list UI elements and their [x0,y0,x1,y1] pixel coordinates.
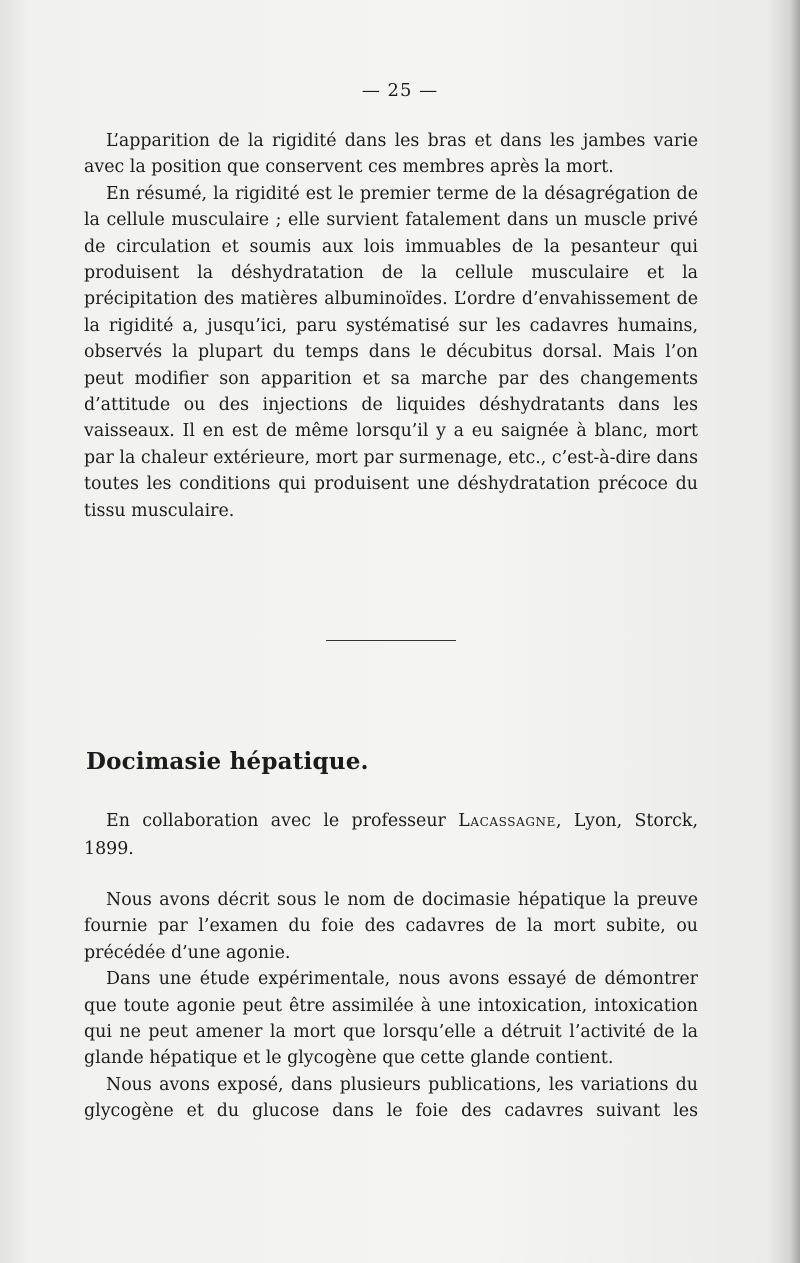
paragraph: Nous avons exposé, dans plusieurs publications, les variations du glycogène et du glucose dans le foie des cadavres suivant les [84,1074,698,1122]
page-gutter-shadow [790,0,800,1263]
section-heading: Docimasie hépatique. [86,748,369,775]
page-number: — 25 — [361,80,439,101]
citation-line [84,807,698,863]
section-rigidity-text [84,128,698,524]
citation-author: Lacassagne [458,811,557,831]
section-divider [326,640,456,641]
paragraph: Nous avons décrit sous le nom de docimasie hépatique la preuve fournie par l’examen du foie des cadavres de la mort subite, ou précédée d’une agonie. [84,890,698,963]
paragraph: L’apparition de la rigidité dans les bras et dans les jambes varie avec la position que conservent ces membres après la mort. [84,131,698,178]
citation-paragraph [84,807,698,863]
citation-prefix: En collaboration avec le professeur [106,811,459,831]
paragraph: Dans une étude expérimentale, nous avons essayé de démontrer que toute agonie peut être assimilée à une intoxication, intoxication qui ne peut amener la mort que lorsqu’elle a détruit l’activité de la glande hépatique et le glycogène que cette glande contient. [84,969,698,1069]
paragraph: En résumé, la rigidité est le premier terme de la désagrégation de la cellule musculaire ; elle survient fatalement dans un muscle privé de circulation et soumis aux lois immuables de la pesanteur qui produisent la déshydratation de la cellule musculaire et la précipitation des matières albuminoïdes. L’ordre d’envahissement de la rigidité a, jusqu’ici, paru systématisé sur les cadavres humains, observés la plupart du temps dans le décubitus dorsal. Mais l’on peut modifier son apparition et sa marche par des changements d’attitude ou des injections de liquides déshydratants dans les vaisseaux. Il en est de même lorsqu’il y a eu saignée à blanc, mort par la chaleur extérieure, mort par surmenage, etc., c’est-à-dire dans toutes les conditions qui produisent une déshydratation précoce du tissu musculaire. [84,183,698,521]
citation-suffix: , Lyon, Storck, 1899. [84,811,698,859]
section-docimasie-text [84,887,698,1125]
